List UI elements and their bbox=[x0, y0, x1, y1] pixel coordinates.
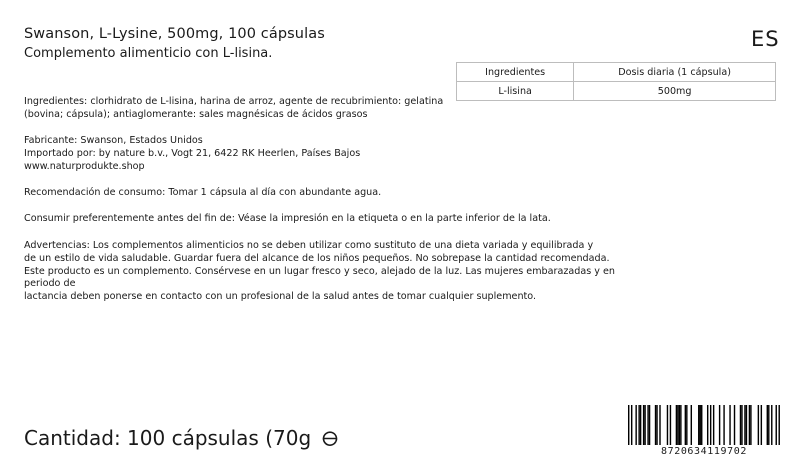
best-before-text: Consumir preferentemente antes del fin de: Véase la impresión en la etiqueta o en la parte inferior de la lata. bbox=[24, 213, 551, 224]
warnings-block bbox=[24, 240, 624, 304]
barcode-bar bbox=[713, 405, 714, 445]
barcode-bar bbox=[707, 405, 708, 445]
barcode bbox=[628, 405, 780, 457]
barcode-bar bbox=[710, 405, 711, 445]
barcode-bar bbox=[676, 405, 677, 445]
barcode-bar bbox=[761, 405, 762, 445]
table-header-row bbox=[457, 63, 776, 82]
barcode-bar bbox=[740, 405, 741, 445]
barcode-bar bbox=[677, 405, 678, 445]
barcode-bar bbox=[667, 405, 668, 445]
barcode-bar bbox=[628, 405, 629, 445]
importer-text: Importado por: by nature b.v., Vogt 21, 6422 RK Heerlen, Países Bajos bbox=[24, 147, 361, 159]
manufacturer-block bbox=[24, 135, 614, 173]
barcode-bar bbox=[779, 405, 780, 445]
barcode-bar bbox=[631, 405, 632, 445]
warning-line: de un estilo de vida saludable. Guardar fuera del alcance de los niños pequeños. No sobrepase la cantidad recomendada. bbox=[24, 252, 610, 264]
warning-line: Este producto es un complemento. Consérvese en un lugar fresco y seco, alejado de la luz. Las mujeres embarazadas y en periodo de bbox=[24, 265, 615, 290]
barcode-bar bbox=[685, 405, 686, 445]
table-cell-ingredient: L-lisina bbox=[457, 82, 574, 101]
barcode-bar bbox=[649, 405, 650, 445]
barcode-bar bbox=[750, 405, 751, 445]
barcode-bar bbox=[723, 405, 724, 445]
column-header-daily-dose: Dosis diaria (1 cápsula) bbox=[574, 63, 776, 82]
ingredients-line: (bovina; cápsula); antiaglomerante: sales magnésicas de ácidos grasos bbox=[24, 108, 368, 120]
website-text: www.naturprodukte.shop bbox=[24, 160, 145, 172]
product-subtitle: Complemento alimenticio con L-lisina. bbox=[24, 46, 273, 61]
barcode-bar bbox=[638, 405, 639, 445]
barcode-bar bbox=[767, 405, 768, 445]
barcode-bar bbox=[741, 405, 742, 445]
manufacturer-text: Fabricante: Swanson, Estados Unidos bbox=[24, 135, 203, 146]
barcode-bar bbox=[749, 405, 750, 445]
barcode-bar bbox=[659, 405, 660, 445]
language-code: ES bbox=[751, 27, 780, 51]
barcode-bar bbox=[744, 405, 745, 445]
barcode-bar bbox=[680, 405, 681, 445]
barcode-bar bbox=[686, 405, 687, 445]
recommendation-text: Recomendación de consumo: Tomar 1 cápsula al día con abundante agua. bbox=[24, 187, 382, 198]
barcode-bars bbox=[628, 405, 780, 445]
barcode-bar bbox=[729, 405, 730, 445]
quantity-line bbox=[24, 426, 340, 450]
ingredients-text bbox=[24, 96, 614, 122]
warning-line: lactancia deben ponerse en contacto con un profesional de la salud antes de tomar cualquier suplemento. bbox=[24, 291, 537, 303]
barcode-bar bbox=[644, 405, 645, 445]
barcode-bar bbox=[771, 405, 772, 445]
warning-line: Advertencias: Los complementos alimenticios no se deben utilizar como sustituto de una dieta variada y equilibrada y bbox=[24, 240, 594, 251]
barcode-bar bbox=[679, 405, 680, 445]
barcode-bar bbox=[776, 405, 777, 445]
barcode-bar bbox=[656, 405, 657, 445]
barcode-bar bbox=[758, 405, 759, 445]
barcode-bar bbox=[700, 405, 701, 445]
barcode-bar bbox=[640, 405, 641, 445]
barcode-bar bbox=[746, 405, 747, 445]
ingredients-line: Ingredientes: clorhidrato de L-lisina, harina de arroz, agente de recubrimiento: gelatina bbox=[24, 96, 444, 107]
barcode-bar bbox=[691, 405, 692, 445]
barcode-bar bbox=[734, 405, 735, 445]
barcode-number: 8720634119702 bbox=[660, 446, 748, 457]
column-header-ingredients: Ingredientes bbox=[457, 63, 574, 82]
barcode-bar bbox=[768, 405, 769, 445]
barcode-bar bbox=[643, 405, 644, 445]
quantity-text: Cantidad: 100 cápsulas (70g bbox=[24, 426, 312, 450]
barcode-bar bbox=[698, 405, 699, 445]
barcode-bar bbox=[647, 405, 648, 445]
barcode-bar bbox=[670, 405, 671, 445]
barcode-bar bbox=[701, 405, 702, 445]
barcode-bar bbox=[655, 405, 656, 445]
product-title: Swanson, L-Lysine, 500mg, 100 cápsulas bbox=[24, 26, 325, 42]
table-cell-dose: 500mg bbox=[574, 82, 776, 101]
barcode-bar bbox=[719, 405, 720, 445]
e-mark-icon bbox=[320, 428, 340, 448]
barcode-bar bbox=[635, 405, 636, 445]
